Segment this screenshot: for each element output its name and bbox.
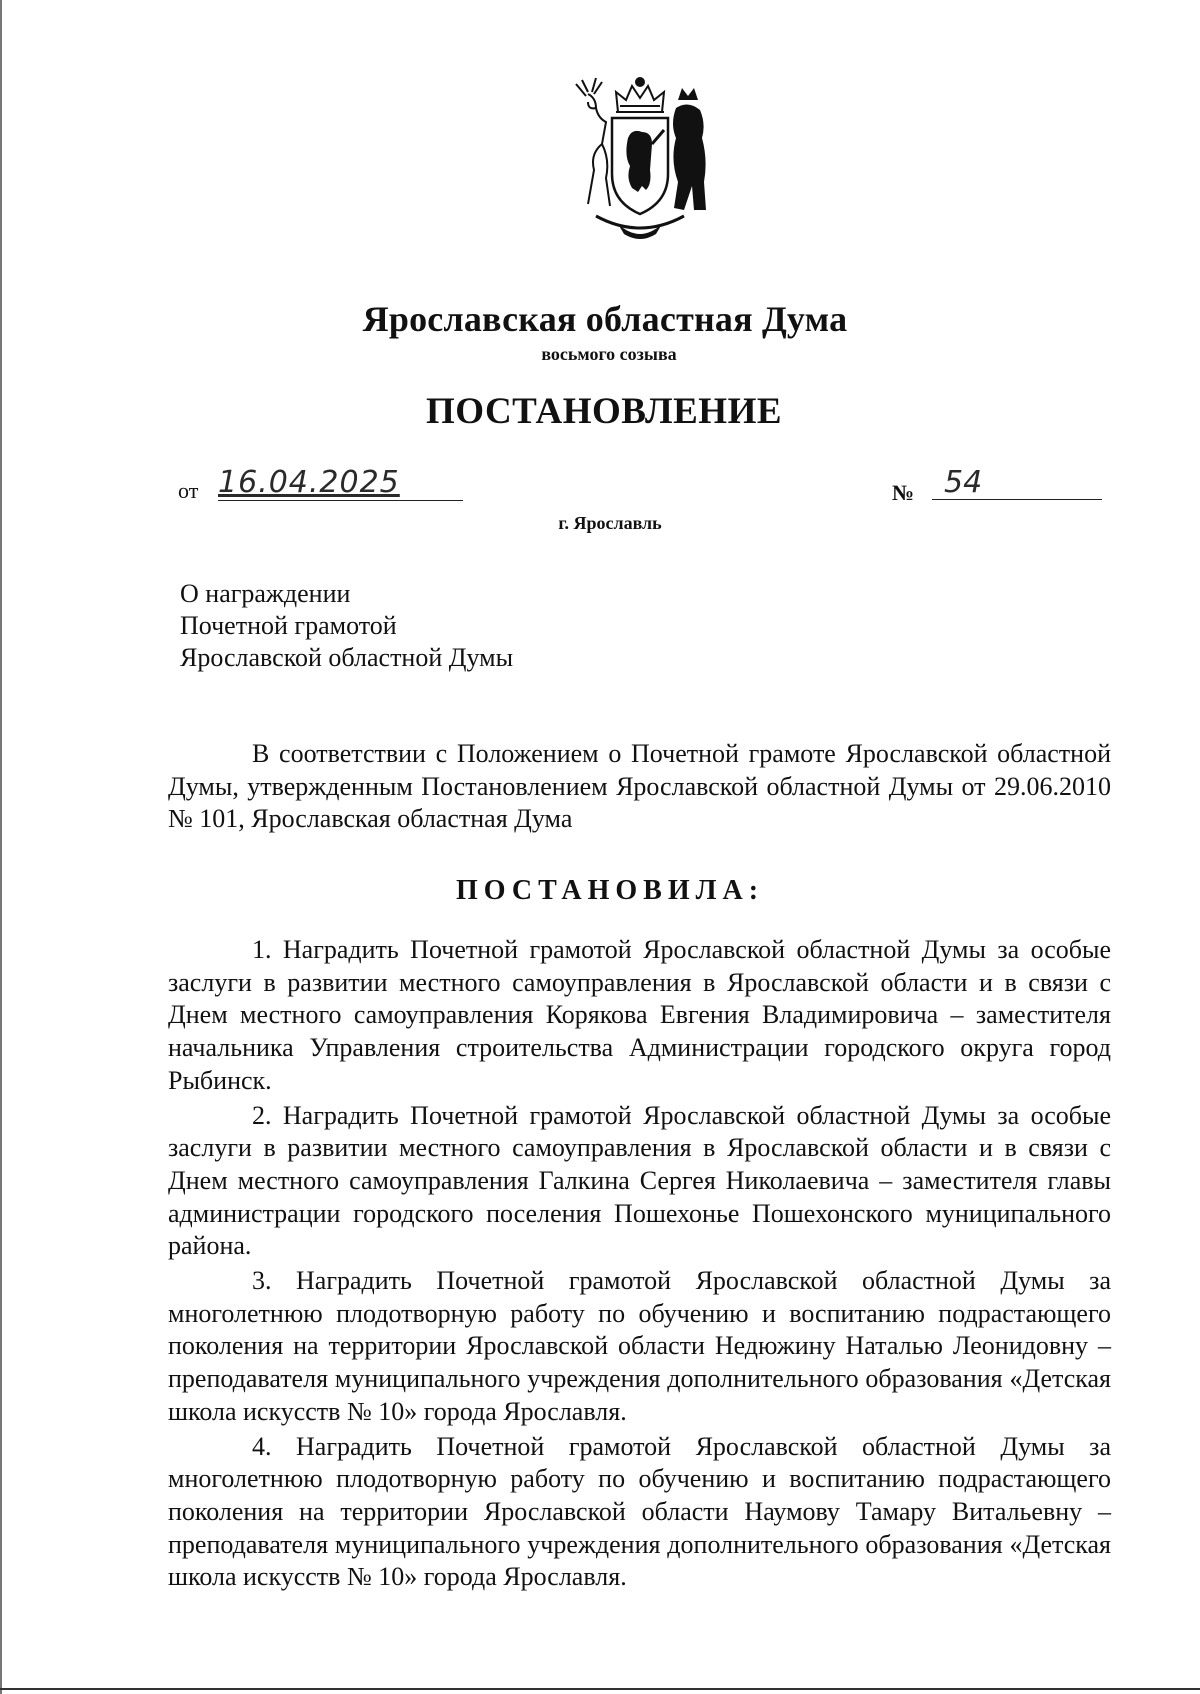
document-type-title: ПОСТАНОВЛЕНИЕ xyxy=(425,391,783,432)
resolution-item: 2. Наградить Почетной грамотой Ярославской областной Думы за особые заслуги в развитии местного самоуправления в Ярославской области и в связи с Днем местного самоуправления Галкина Сергея Николаевича – заместителя главы администрации городского поселения Пошехонье Пошехонского муниципального района. xyxy=(168,1100,1111,1261)
date-prefix: от xyxy=(178,478,199,503)
resolved-heading: ПОСТАНОВИЛА: xyxy=(455,875,765,906)
page-bottom-edge xyxy=(0,1688,1200,1690)
resolution-items xyxy=(168,934,1111,1594)
resolution-item: 3. Наградить Почетной грамотой Ярославской областной Думы за многолетнюю плодотворную работу по обучению и воспитанию подрастающего поколения на территории Ярославской области Недюжину Наталью Леонидовну – преподавателя муниципального учреждения дополнительного образования «Детская школа искусств № 10» города Ярославля. xyxy=(168,1266,1111,1426)
subject-block xyxy=(180,578,513,674)
number-field xyxy=(892,465,1112,508)
subject-line: Почетной грамотой xyxy=(180,611,397,640)
scan-edge xyxy=(0,0,2,1694)
handwritten-number: 54 xyxy=(932,468,1102,500)
city-label: г. Ярославль xyxy=(558,513,662,533)
resolution-item: 4. Наградить Почетной грамотой Ярославской областной Думы за многолетнюю плодотворную работу по обучению и воспитанию подрастающего поколения на территории Ярославской области Наумову Тамару Витальевну – преподавателя муниципального учреждения дополнительного образования «Детская школа искусств № 10» города Ярославля. xyxy=(168,1431,1111,1592)
coat-of-arms-icon xyxy=(566,74,714,248)
convocation-label: восьмого созыва xyxy=(541,344,677,364)
organization-name: Ярославская областная Дума xyxy=(362,299,848,339)
date-field xyxy=(178,465,478,508)
number-sign: № xyxy=(892,480,915,505)
preamble-paragraph: В соответствии с Положением о Почетной грамоте Ярославской областной Думы, утвержденным Постановлением Ярославской областной Думы от 29.06.2010 № 101, Ярославская областная Дума xyxy=(168,739,1111,834)
subject-line: О награждении xyxy=(180,579,351,608)
subject-line: Ярославской областной Думы xyxy=(180,643,514,672)
resolution-item: 1. Наградить Почетной грамотой Ярославской областной Думы за особые заслуги в развитии местного самоуправления в Ярославской области и в связи с Днем местного самоуправления Корякова Евгения Владимировича – заместителя начальника Управления строительства Администрации городского округа город Рыбинск. xyxy=(168,935,1111,1095)
handwritten-date: 16.04.2025 xyxy=(218,468,463,501)
